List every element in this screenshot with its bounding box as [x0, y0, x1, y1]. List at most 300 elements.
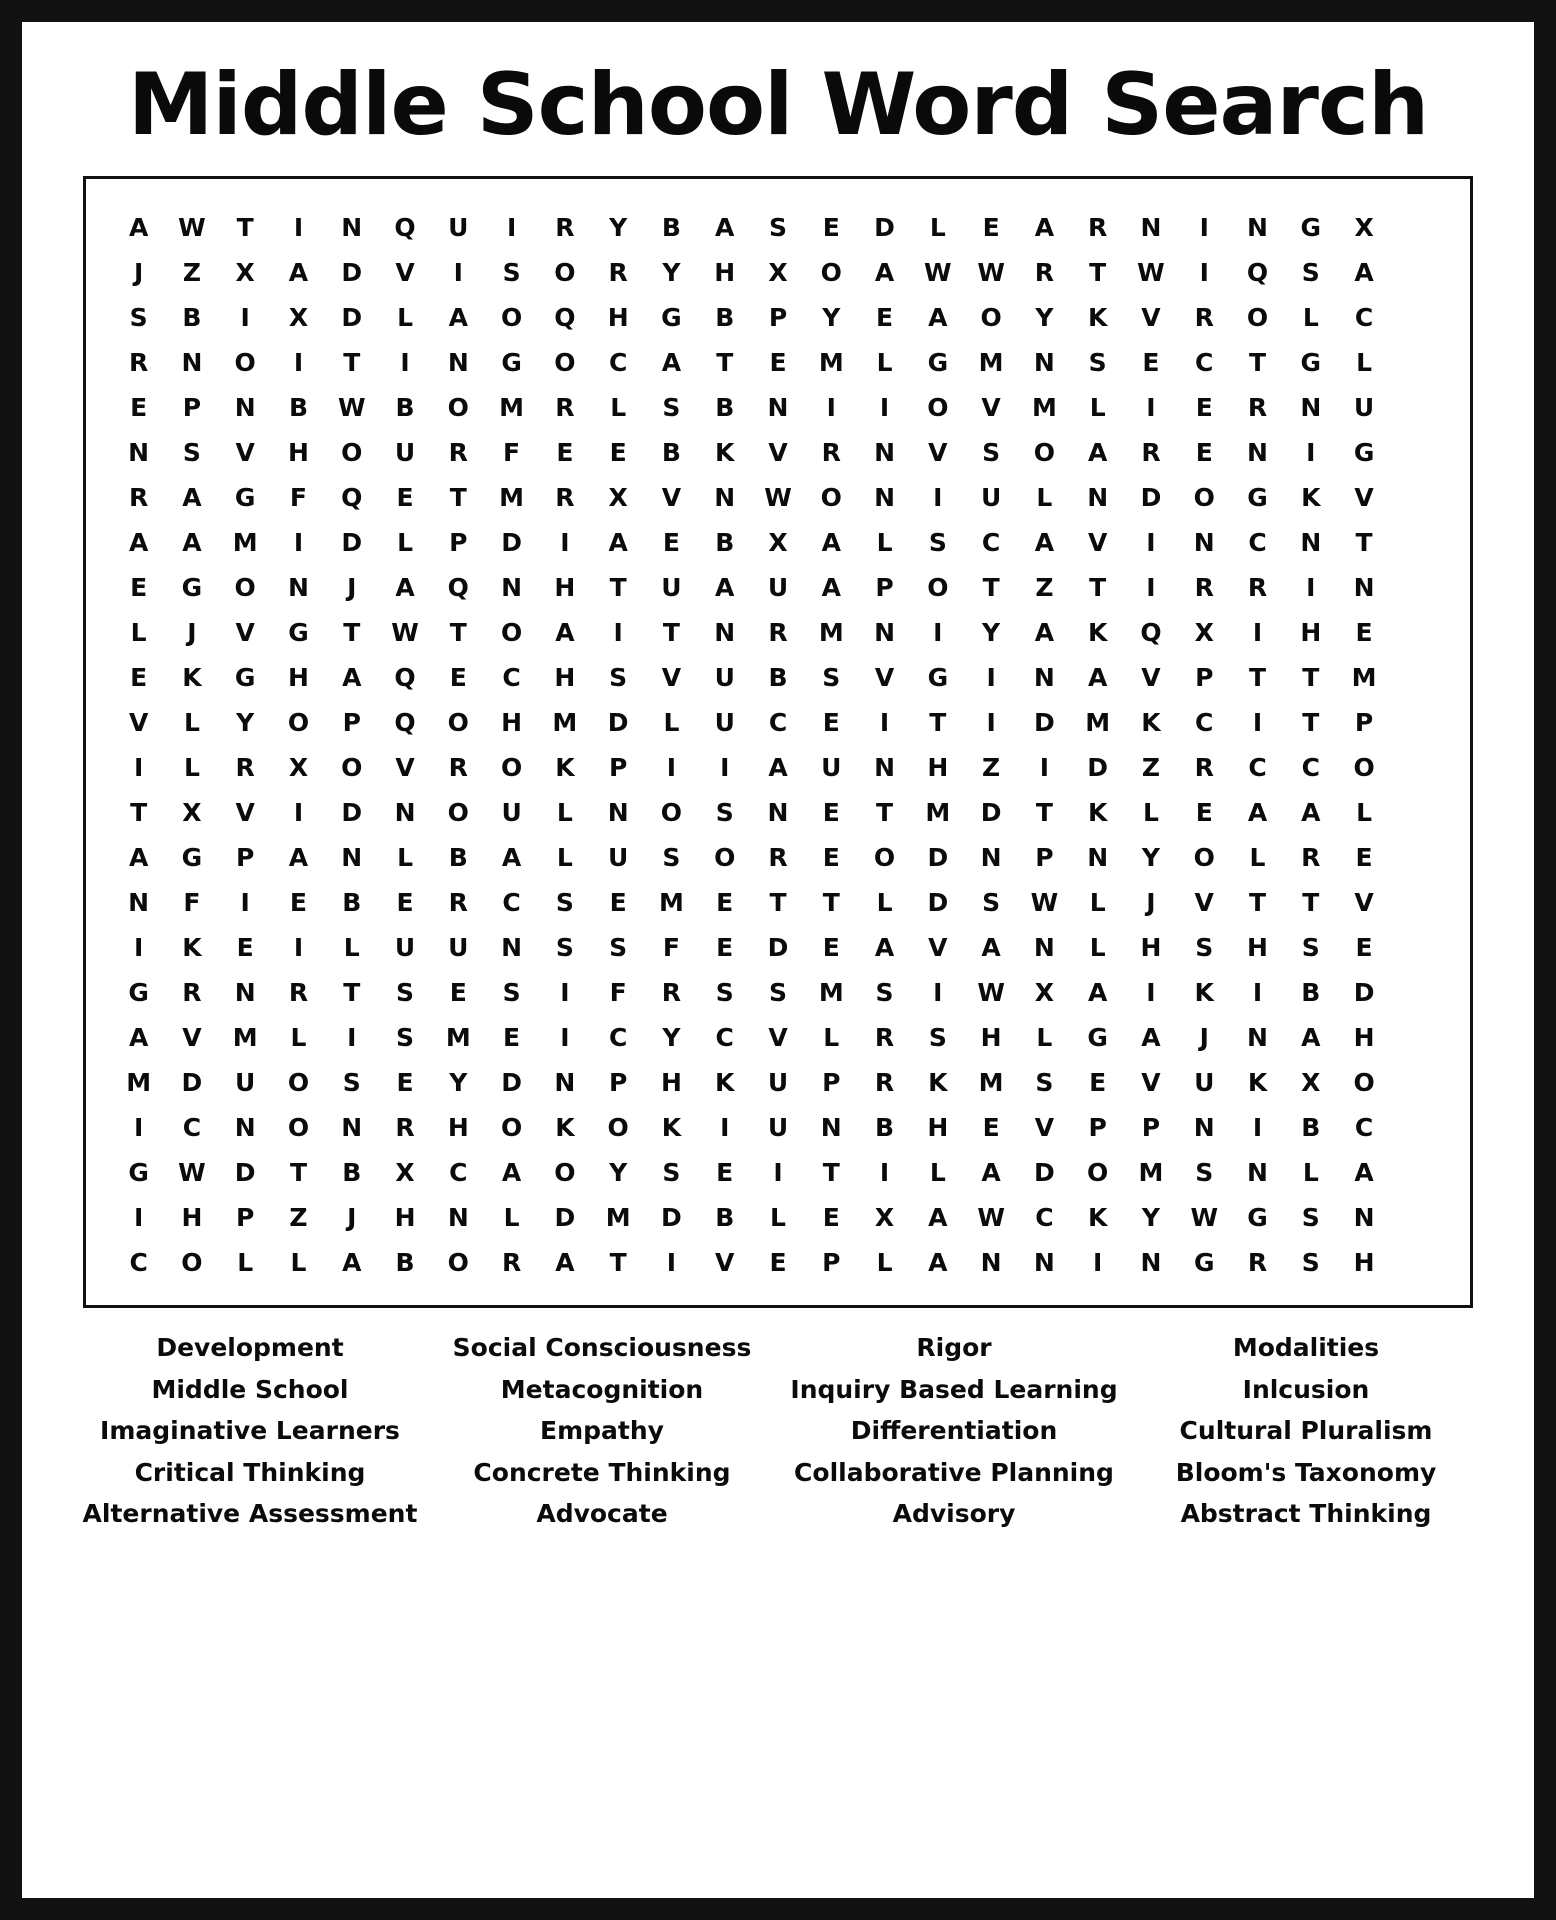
grid-letter: G — [181, 573, 203, 603]
grid-letter: S — [502, 258, 521, 288]
grid-letter: N — [447, 1203, 469, 1233]
grid-letter: H — [1353, 1023, 1375, 1053]
grid-letter: R — [821, 438, 841, 468]
grid-letter: I — [1093, 1248, 1103, 1278]
grid-letter: M — [499, 393, 525, 423]
grid-letter: G — [1193, 1248, 1215, 1278]
grid-letter: E — [769, 348, 787, 378]
grid-letter: O — [1033, 438, 1056, 468]
grid-letter: T — [1248, 348, 1267, 378]
grid-letter: L — [1302, 303, 1319, 333]
grid-letter: F — [662, 933, 680, 963]
grid-letter: O — [1353, 753, 1375, 783]
grid-letter: Y — [662, 258, 681, 288]
grid-letter: E — [289, 888, 307, 918]
grid-letter: X — [768, 258, 788, 288]
grid-letter: O — [287, 708, 310, 738]
grid-letter: N — [874, 438, 896, 468]
grid-letter: N — [1247, 1158, 1268, 1188]
word-list-item: Social Consciousness — [452, 1333, 752, 1363]
grid-letter: L — [876, 1248, 893, 1278]
grid-letter: G — [501, 348, 522, 378]
grid-letter: D — [1353, 978, 1375, 1008]
grid-letter: F — [609, 978, 627, 1008]
grid-letter: I — [560, 978, 570, 1008]
grid-letter: N — [1193, 528, 1215, 558]
grid-letter: Y — [236, 708, 255, 738]
grid-letter: E — [609, 888, 627, 918]
grid-letter: D — [980, 798, 1002, 828]
grid-letter: N — [554, 1068, 576, 1098]
grid-letter: S — [715, 978, 734, 1008]
grid-letter: E — [822, 213, 840, 243]
grid-letter: G — [234, 663, 256, 693]
grid-letter: S — [1195, 933, 1214, 963]
grid-letter: P — [449, 528, 468, 558]
grid-letter: N — [181, 348, 203, 378]
grid-letter: H — [1300, 618, 1322, 648]
grid-letter: Z — [1141, 753, 1161, 783]
grid-letter: R — [555, 393, 575, 423]
grid-letter: B — [715, 303, 735, 333]
grid-letter: M — [818, 618, 844, 648]
grid-letter: T — [1302, 663, 1320, 693]
grid-letter: D — [1087, 753, 1109, 783]
grid-letter: L — [237, 1248, 254, 1278]
grid-letter: S — [1301, 1248, 1320, 1278]
grid-letter: Z — [289, 1203, 308, 1233]
grid-letter: N — [820, 1113, 842, 1143]
grid-letter: U — [767, 1068, 789, 1098]
grid-letter: W — [178, 213, 206, 243]
grid-letter: A — [768, 753, 788, 783]
grid-letter: T — [289, 1158, 307, 1188]
grid-letter: E — [662, 528, 680, 558]
grid-letter: N — [341, 213, 363, 243]
grid-letter: B — [715, 393, 735, 423]
grid-letter: S — [502, 978, 521, 1008]
grid-letter: R — [1247, 573, 1268, 603]
grid-letter: L — [183, 753, 200, 783]
grid-letter: W — [924, 258, 952, 288]
grid-letter: C — [1248, 528, 1267, 558]
grid-letter: M — [978, 1068, 1004, 1098]
grid-letter: N — [394, 798, 416, 828]
grid-letter: L — [929, 213, 946, 243]
grid-letter: U — [501, 798, 522, 828]
grid-letter: I — [1146, 978, 1156, 1008]
grid-letter: E — [396, 483, 414, 513]
word-list-item: Alternative Assessment — [82, 1499, 418, 1529]
grid-letter: D — [181, 1068, 203, 1098]
grid-letter: R — [448, 888, 468, 918]
grid-letter: T — [449, 618, 467, 648]
grid-letter: G — [128, 1158, 149, 1188]
grid-letter: U — [394, 438, 416, 468]
grid-letter: X — [182, 798, 202, 828]
grid-letter: N — [447, 348, 469, 378]
grid-letter: I — [1039, 753, 1050, 783]
grid-letter: L — [876, 888, 893, 918]
grid-letter: S — [609, 663, 628, 693]
grid-letter: V — [182, 1023, 202, 1053]
grid-letter: N — [288, 573, 309, 603]
grid-letter: R — [1088, 213, 1108, 243]
grid-letter: N — [1193, 1113, 1215, 1143]
grid-letter: A — [1354, 1158, 1374, 1188]
grid-letter: L — [1089, 888, 1106, 918]
grid-letter: W — [1137, 258, 1165, 288]
grid-letter: S — [555, 888, 574, 918]
grid-letter: E — [1195, 393, 1213, 423]
grid-letter: A — [501, 843, 522, 873]
grid-letter: L — [556, 843, 573, 873]
grid-letter: X — [874, 1203, 895, 1233]
grid-letter: T — [1302, 708, 1320, 738]
grid-letter: X — [288, 753, 309, 783]
grid-letter: A — [128, 528, 149, 558]
grid-letter: K — [928, 1068, 948, 1098]
grid-letter: B — [1301, 978, 1321, 1008]
grid-letter: I — [1252, 618, 1263, 648]
grid-letter: K — [1141, 708, 1161, 738]
grid-letter: R — [395, 1113, 415, 1143]
page-title: Middle School Word Search — [127, 55, 1429, 155]
grid-letter: U — [767, 573, 789, 603]
grid-letter: N — [341, 1113, 363, 1143]
grid-letter: S — [555, 933, 574, 963]
grid-letter: V — [768, 1023, 788, 1053]
word-list-item: Concrete Thinking — [473, 1457, 731, 1487]
grid-letter: E — [982, 1113, 1000, 1143]
grid-letter: A — [1141, 1023, 1161, 1053]
grid-letter: Y — [662, 1023, 681, 1053]
grid-letter: R — [448, 753, 468, 783]
grid-letter: M — [658, 888, 684, 918]
word-list-column — [1134, 1334, 1478, 1528]
word-list-item: Advocate — [536, 1499, 668, 1529]
grid-letter: C — [1248, 753, 1267, 783]
grid-letter: N — [1087, 843, 1109, 873]
grid-letter: V — [661, 483, 682, 513]
grid-letter: R — [129, 348, 149, 378]
grid-letter: I — [720, 1113, 730, 1143]
grid-letter: V — [661, 663, 682, 693]
grid-letter: M — [1031, 393, 1057, 423]
grid-letter: O — [447, 1248, 469, 1278]
grid-letter: L — [503, 1203, 520, 1233]
grid-letter: M — [605, 1203, 631, 1233]
grid-letter: S — [875, 978, 894, 1008]
grid-letter: I — [879, 393, 890, 423]
grid-letter: N — [128, 888, 150, 918]
grid-letter: A — [555, 618, 575, 648]
grid-letter: L — [130, 618, 147, 648]
grid-letter: U — [1353, 393, 1375, 423]
grid-letter: A — [928, 1248, 948, 1278]
grid-letter: P — [875, 573, 894, 603]
grid-letter: P — [236, 843, 255, 873]
grid-letter: N — [1033, 933, 1055, 963]
grid-letter: O — [1246, 303, 1269, 333]
grid-letter: C — [502, 663, 521, 693]
grid-letter: I — [933, 618, 943, 648]
grid-letter: O — [181, 1248, 203, 1278]
grid-letter: T — [716, 348, 734, 378]
grid-letter: B — [1301, 1113, 1321, 1143]
grid-letter: O — [287, 1113, 310, 1143]
grid-letter: E — [449, 978, 467, 1008]
grid-letter: X — [395, 1158, 415, 1188]
grid-letter: K — [1087, 303, 1108, 333]
grid-letter: M — [232, 528, 258, 558]
word-list-item: Imaginative Learners — [100, 1416, 400, 1446]
grid-letter: W — [764, 483, 792, 513]
grid-letter: I — [613, 618, 623, 648]
grid-letter: L — [183, 708, 200, 738]
grid-letter: H — [980, 1023, 1002, 1053]
grid-letter: T — [929, 708, 947, 738]
grid-letter: N — [1247, 1023, 1268, 1053]
grid-letter: N — [980, 843, 1002, 873]
grid-letter: T — [1248, 663, 1267, 693]
grid-letter: M — [818, 978, 844, 1008]
grid-letter: N — [1353, 1203, 1375, 1233]
grid-letter: B — [342, 888, 362, 918]
grid-letter: O — [500, 753, 523, 783]
grid-letter: A — [182, 483, 202, 513]
grid-letter: L — [397, 843, 413, 873]
grid-letter: K — [715, 438, 735, 468]
grid-letter: R — [129, 483, 149, 513]
grid-letter: T — [1035, 798, 1053, 828]
grid-letter: O — [234, 573, 256, 603]
grid-letter: C — [715, 1023, 734, 1053]
grid-letter: E — [1195, 438, 1213, 468]
grid-letter: O — [820, 483, 842, 513]
grid-letter: D — [874, 213, 895, 243]
grid-letter: N — [234, 978, 256, 1008]
grid-letter: P — [822, 1248, 841, 1278]
grid-letter: N — [1140, 213, 1162, 243]
grid-letter: J — [347, 573, 357, 603]
word-list-item: Middle School — [151, 1374, 349, 1404]
grid-letter: T — [876, 798, 894, 828]
grid-letter: B — [182, 303, 202, 333]
grid-letter: E — [1355, 843, 1373, 873]
grid-letter: I — [879, 1158, 890, 1188]
grid-letter: R — [555, 483, 575, 513]
grid-letter: B — [395, 393, 415, 423]
grid-letter: V — [981, 393, 1001, 423]
grid-letter: P — [342, 708, 361, 738]
grid-letter: O — [500, 303, 523, 333]
grid-letter: I — [1199, 258, 1209, 288]
grid-letter: F — [183, 888, 201, 918]
grid-letter: E — [822, 1203, 840, 1233]
grid-letter: M — [818, 348, 844, 378]
grid-letter: N — [714, 618, 736, 648]
grid-letter: C — [502, 888, 521, 918]
grid-letter: L — [1142, 798, 1159, 828]
grid-letter: U — [821, 753, 842, 783]
grid-letter: O — [1193, 843, 1215, 873]
grid-letter: K — [555, 1113, 575, 1143]
grid-letter: G — [1247, 1203, 1268, 1233]
grid-letter: E — [1195, 798, 1213, 828]
grid-letter: A — [342, 1248, 362, 1278]
grid-letter: E — [556, 438, 574, 468]
grid-letter: S — [609, 933, 628, 963]
grid-letter: T — [1355, 528, 1373, 558]
grid-letter: V — [928, 438, 948, 468]
grid-letter: I — [133, 1203, 144, 1233]
grid-letter: O — [447, 798, 469, 828]
grid-letter: T — [822, 888, 840, 918]
grid-letter: I — [666, 1248, 677, 1278]
grid-letter: S — [129, 303, 148, 333]
grid-letter: O — [500, 1113, 523, 1143]
grid-letter: R — [1034, 258, 1055, 288]
grid-letter: S — [928, 1023, 947, 1053]
grid-letter: L — [1356, 798, 1373, 828]
grid-letter: V — [235, 618, 255, 648]
grid-letter: T — [1089, 258, 1107, 288]
grid-letter: O — [660, 798, 683, 828]
grid-letter: C — [981, 528, 1001, 558]
grid-letter: Z — [182, 258, 201, 288]
grid-letter: B — [768, 663, 788, 693]
grid-letter: R — [1247, 1248, 1268, 1278]
grid-letter: A — [981, 1158, 1001, 1188]
grid-letter: Y — [609, 1158, 628, 1188]
grid-letter: I — [879, 708, 890, 738]
grid-letter: X — [1354, 213, 1374, 243]
grid-letter: S — [1301, 933, 1320, 963]
grid-letter: R — [1247, 393, 1268, 423]
grid-letter: Q — [341, 483, 363, 513]
grid-letter: A — [1247, 798, 1268, 828]
grid-letter: A — [395, 573, 415, 603]
grid-letter: O — [1193, 483, 1215, 513]
grid-letter: A — [128, 843, 149, 873]
grid-letter: I — [293, 348, 304, 378]
word-search-grid — [112, 213, 1444, 1278]
grid-letter: T — [609, 573, 627, 603]
grid-letter: J — [187, 618, 197, 648]
word-list-item: Cultural Pluralism — [1179, 1416, 1433, 1446]
grid-letter: C — [608, 348, 628, 378]
grid-letter: V — [1141, 303, 1161, 333]
grid-letter: I — [1199, 213, 1209, 243]
grid-letter: A — [661, 348, 682, 378]
grid-letter: U — [767, 1113, 789, 1143]
grid-letter: T — [662, 618, 680, 648]
grid-letter: N — [1300, 528, 1322, 558]
grid-letter: A — [928, 303, 948, 333]
grid-letter: C — [1354, 1113, 1374, 1143]
grid-letter: R — [235, 753, 255, 783]
grid-letter: U — [448, 213, 469, 243]
grid-letter: L — [1089, 933, 1106, 963]
grid-letter: H — [394, 1203, 416, 1233]
grid-letter: R — [661, 978, 682, 1008]
grid-letter: A — [1354, 258, 1374, 288]
grid-letter: O — [980, 303, 1002, 333]
grid-letter: F — [289, 483, 307, 513]
grid-letter: N — [767, 798, 789, 828]
grid-letter: E — [1355, 618, 1373, 648]
grid-letter: E — [236, 933, 254, 963]
grid-letter: I — [560, 1023, 570, 1053]
grid-letter: E — [396, 1068, 414, 1098]
grid-letter: L — [770, 1203, 786, 1233]
grid-letter: T — [343, 978, 361, 1008]
grid-letter: Y — [982, 618, 1001, 648]
grid-letter: G — [181, 843, 203, 873]
grid-letter: P — [1141, 1113, 1161, 1143]
grid-letter: A — [715, 213, 735, 243]
grid-letter: G — [1300, 348, 1322, 378]
grid-letter: A — [928, 1203, 948, 1233]
grid-letter: R — [288, 978, 309, 1008]
grid-letter: P — [1195, 663, 1214, 693]
grid-letter: K — [1087, 618, 1108, 648]
grid-letter: Y — [1141, 843, 1160, 873]
grid-letter: C — [608, 1023, 628, 1053]
grid-letter: P — [1035, 843, 1054, 873]
grid-letter: F — [503, 438, 521, 468]
grid-letter: H — [554, 663, 576, 693]
grid-letter: V — [768, 438, 788, 468]
grid-letter: I — [293, 213, 304, 243]
grid-letter: O — [873, 843, 896, 873]
grid-letter: Q — [554, 303, 576, 333]
grid-letter: L — [663, 708, 680, 738]
grid-letter: P — [608, 753, 628, 783]
grid-letter: K — [182, 663, 202, 693]
grid-letter: R — [874, 1068, 895, 1098]
grid-letter: V — [1087, 528, 1108, 558]
grid-letter: I — [1306, 573, 1316, 603]
grid-letter: I — [986, 663, 996, 693]
grid-letter: R — [608, 258, 628, 288]
grid-letter: L — [1356, 348, 1373, 378]
grid-letter: H — [501, 708, 523, 738]
grid-letter: R — [1301, 843, 1321, 873]
word-list-item: Bloom's Taxonomy — [1175, 1457, 1437, 1487]
grid-letter: Q — [1140, 618, 1162, 648]
grid-letter: D — [767, 933, 789, 963]
grid-letter: W — [391, 618, 419, 648]
grid-letter: A — [874, 258, 895, 288]
grid-letter: E — [769, 1248, 787, 1278]
grid-letter: E — [130, 663, 148, 693]
grid-letter: A — [288, 258, 309, 288]
grid-letter: W — [178, 1158, 206, 1188]
grid-letter: L — [876, 348, 893, 378]
grid-letter: L — [290, 1023, 307, 1053]
grid-letter: N — [980, 1248, 1002, 1278]
grid-letter: Y — [609, 213, 628, 243]
grid-letter: A — [874, 933, 895, 963]
grid-letter: H — [181, 1203, 203, 1233]
grid-letter: E — [822, 933, 840, 963]
grid-letter: L — [1249, 843, 1266, 873]
grid-letter: O — [287, 1068, 310, 1098]
grid-letter: B — [875, 1113, 895, 1143]
grid-letter: B — [715, 1203, 735, 1233]
